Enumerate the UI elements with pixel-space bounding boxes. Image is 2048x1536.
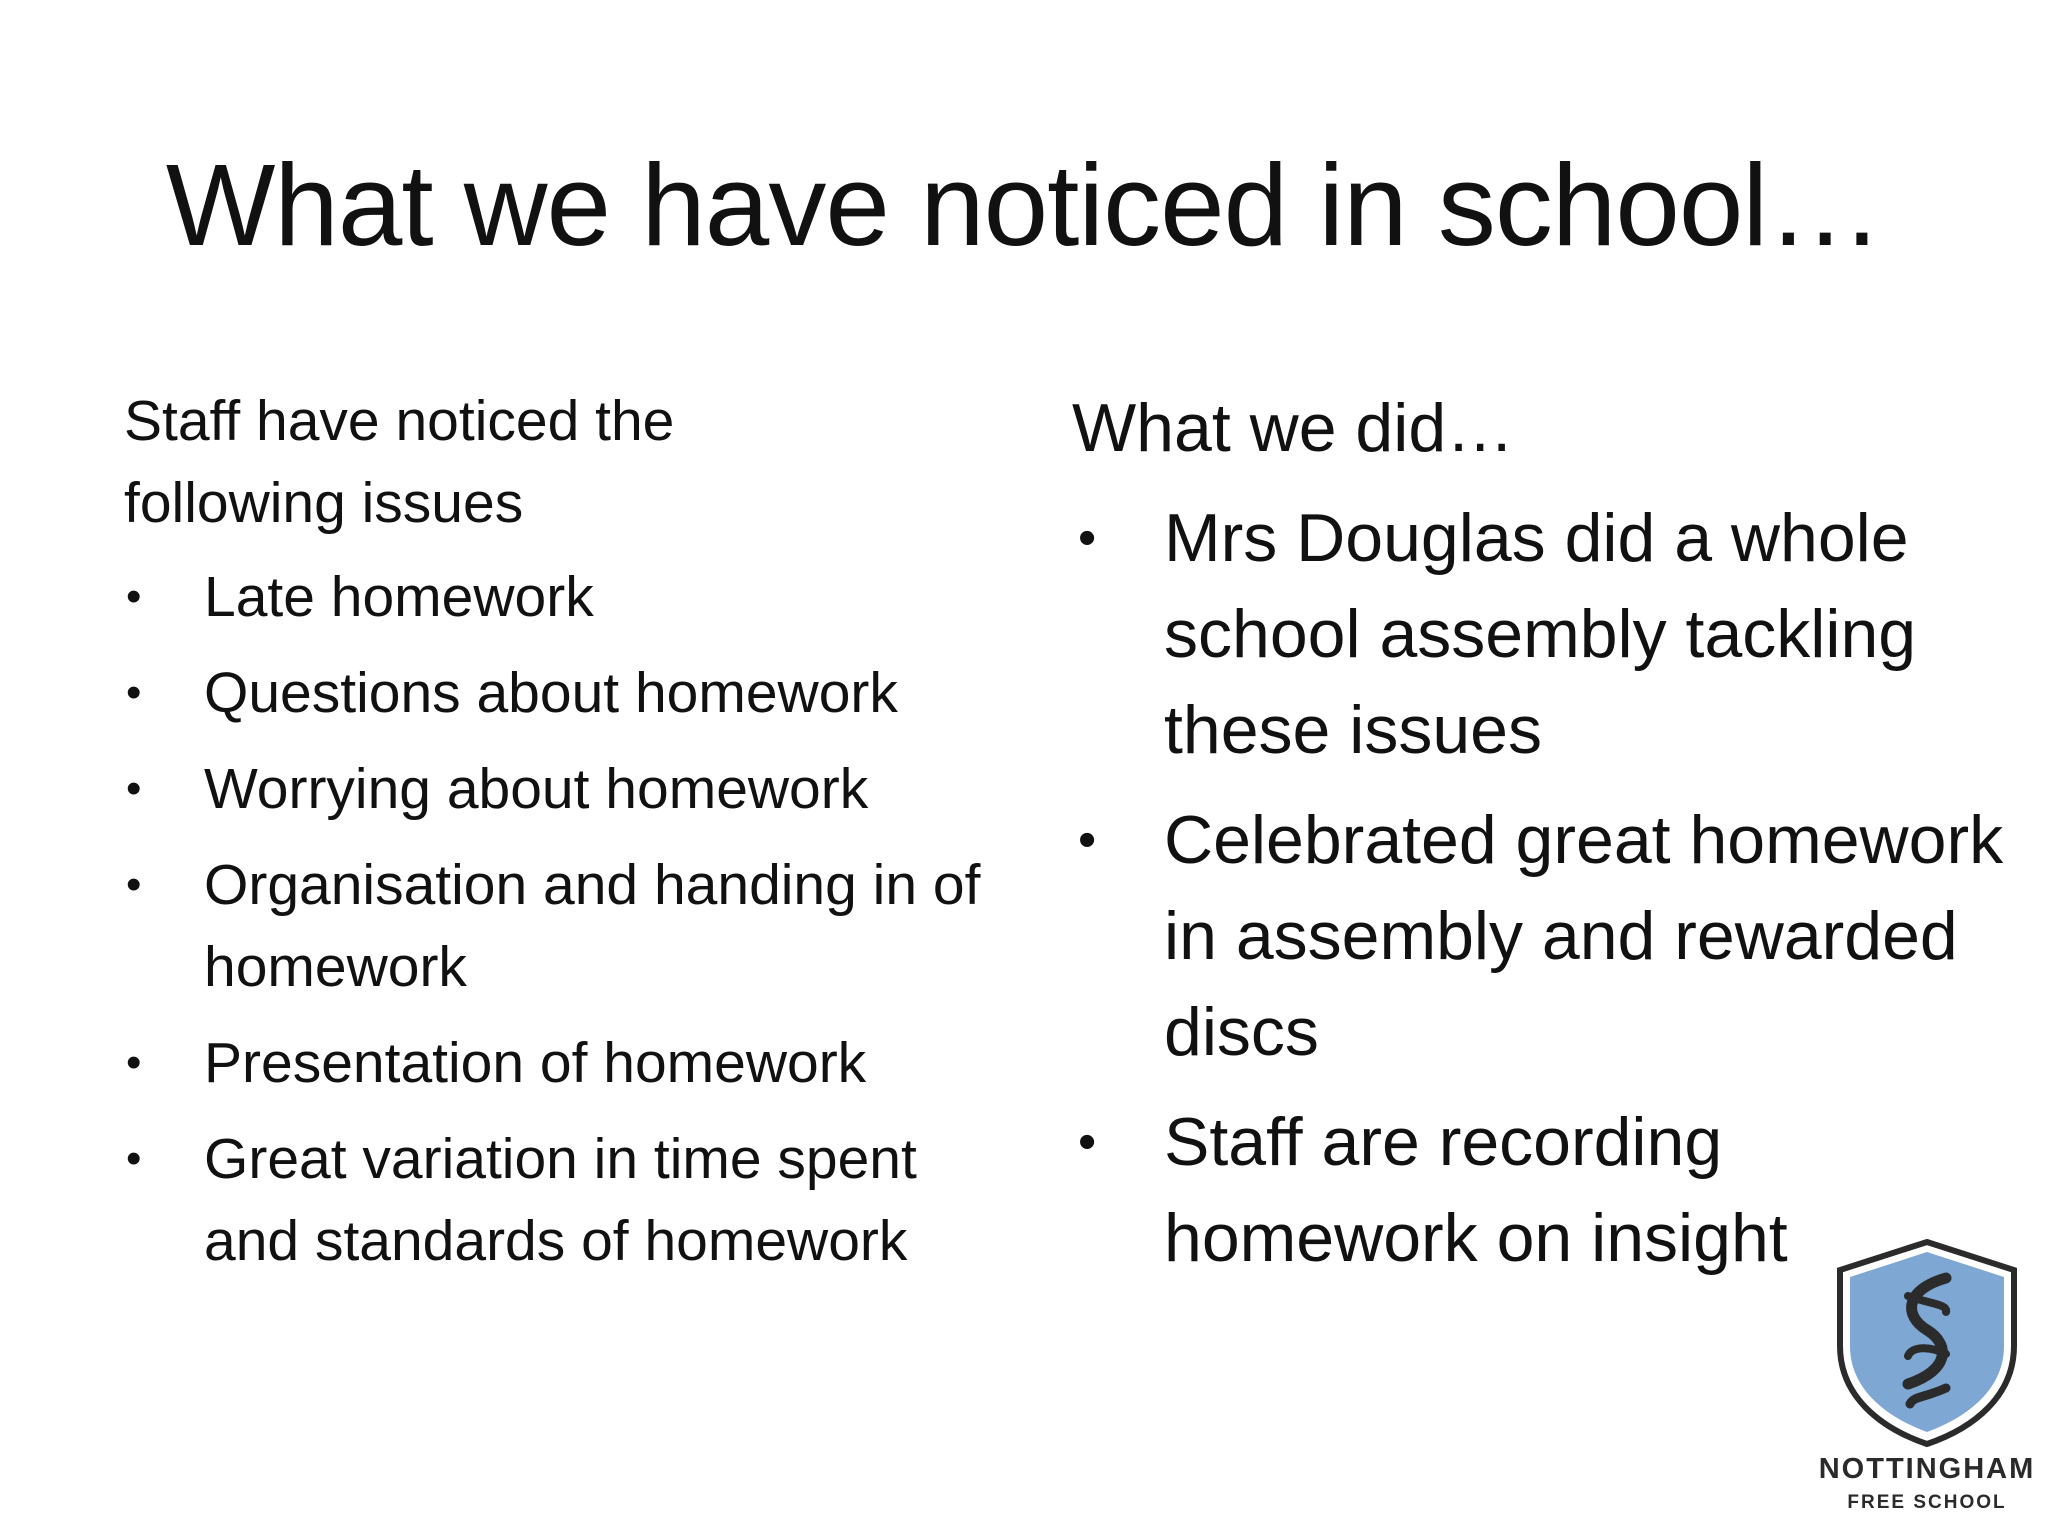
list-item-text: Questions about homework xyxy=(204,661,898,725)
actions-intro: What we did… xyxy=(1072,390,1515,466)
noticed-intro: Staff have noticed the following issues xyxy=(124,389,675,535)
bullet-icon: • xyxy=(1078,1113,1097,1171)
list-item xyxy=(124,748,1004,830)
actions-list xyxy=(1072,490,2004,1286)
bullet-icon: • xyxy=(126,1038,142,1087)
list-item xyxy=(124,1118,1004,1282)
list-item-text: Celebrated great homework in assembly and rewarded discs xyxy=(1164,802,2004,1070)
list-item xyxy=(124,652,1004,734)
list-item-text: Late homework xyxy=(204,565,594,629)
list-item xyxy=(124,556,1004,638)
list-item-text: Worrying about homework xyxy=(204,757,869,821)
school-logo xyxy=(1812,1238,2042,1518)
list-item xyxy=(1072,792,2024,1080)
issues-list xyxy=(124,556,1004,1282)
list-item-text: Organisation and handing in of homework xyxy=(204,853,981,999)
slide-title: What we have noticed in school… xyxy=(165,140,1883,270)
bullet-icon: • xyxy=(126,764,142,813)
list-item xyxy=(124,1022,1004,1104)
bullet-icon: • xyxy=(1078,509,1097,567)
list-item-text: Presentation of homework xyxy=(204,1031,867,1095)
shield-icon xyxy=(1834,1238,2020,1448)
bullet-icon: • xyxy=(126,860,142,909)
list-item-text: Mrs Douglas did a whole school assembly tackling these issues xyxy=(1164,500,1917,768)
bullet-icon: • xyxy=(126,1134,142,1183)
actions-column xyxy=(1072,384,2004,1300)
list-item xyxy=(1072,490,2024,778)
bullet-icon: • xyxy=(126,668,142,717)
list-item xyxy=(124,844,1004,1008)
bullet-icon: • xyxy=(126,572,142,621)
list-item-text: Great variation in time spent and standards of homework xyxy=(204,1127,917,1273)
bullet-icon: • xyxy=(1078,811,1097,869)
list-item-text: Staff are recording homework on insight xyxy=(1164,1104,1788,1276)
logo-name: NOTTINGHAM xyxy=(1818,1453,2036,1485)
logo-subtitle: FREE SCHOOL xyxy=(1847,1492,2007,1513)
noticed-column xyxy=(124,380,1004,1296)
